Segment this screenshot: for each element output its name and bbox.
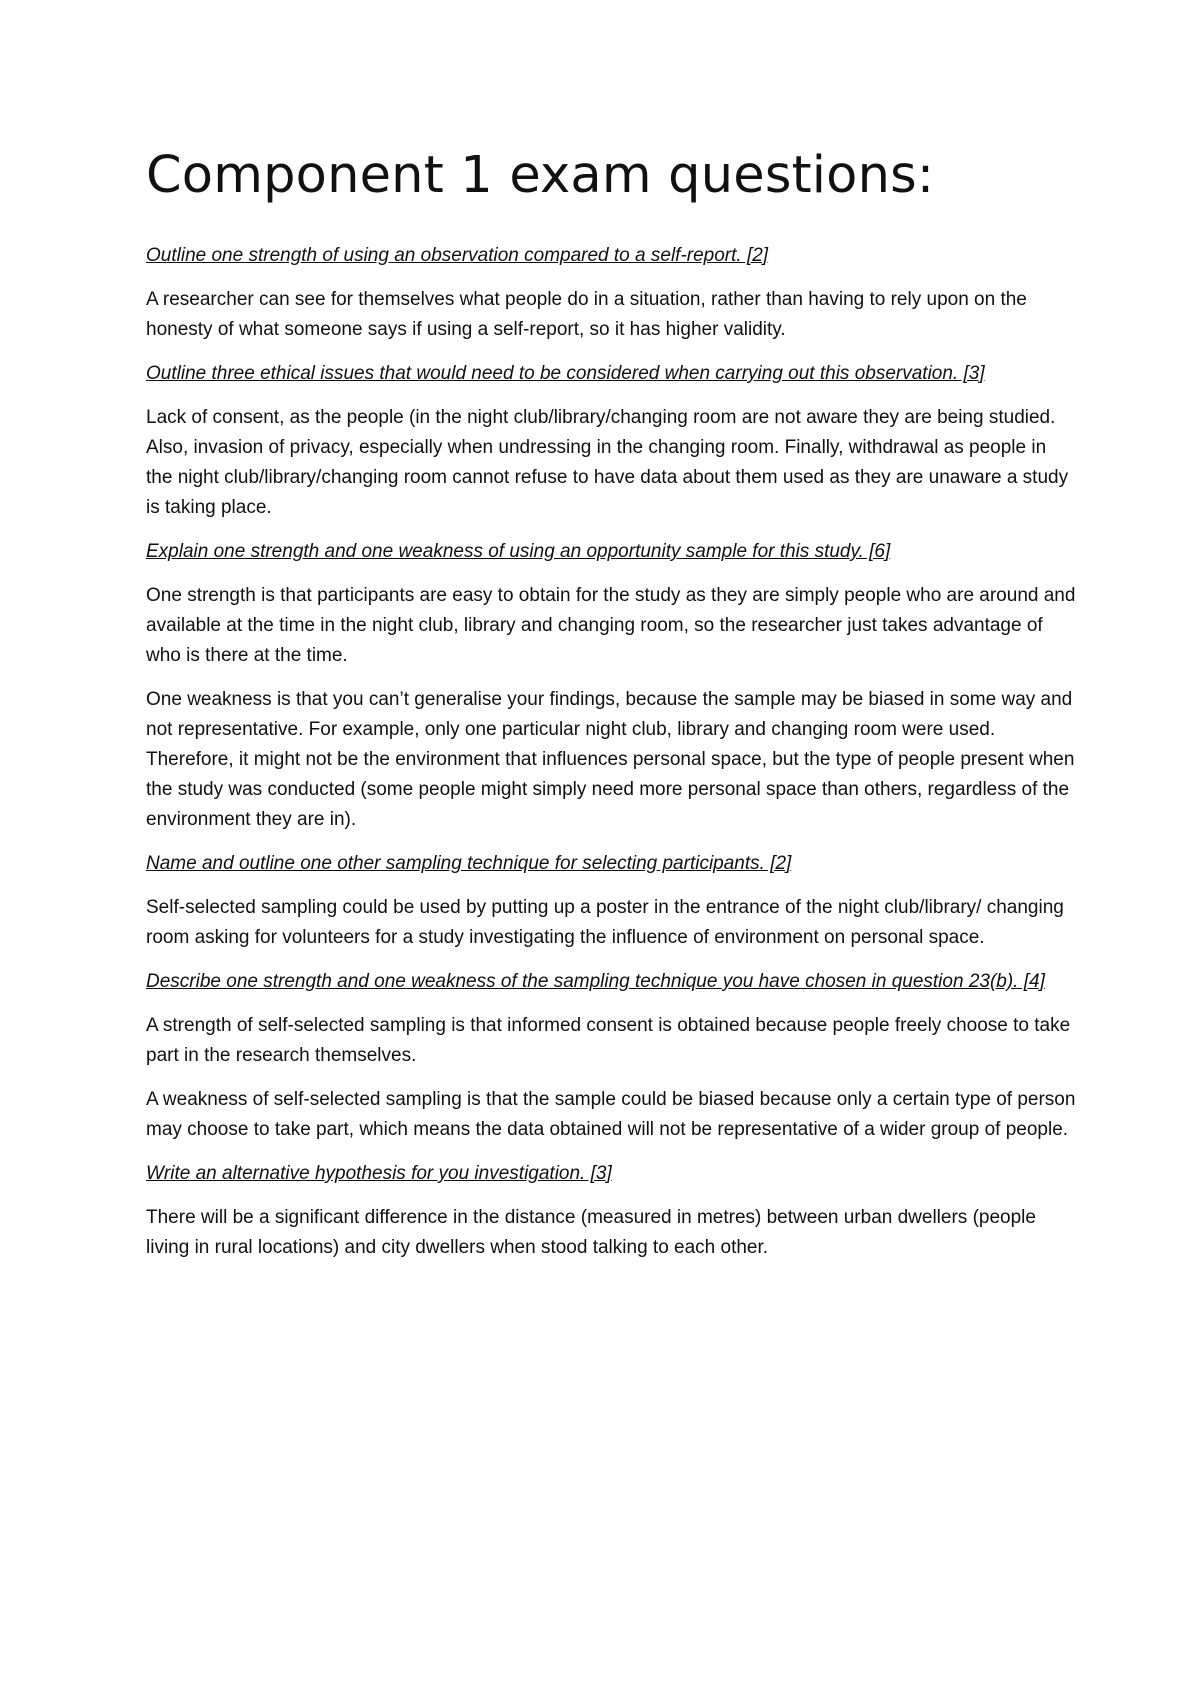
document-content [146,140,1076,1277]
page-title: Component 1 exam questions: [146,146,935,205]
answer-observation-strength: A researcher can see for themselves what people do in a situation, rather than having to rely upon on the honesty of what someone says if using a self-report, so it has higher validity. [146,289,1027,340]
answer-self-selected-weakness: A weakness of self-selected sampling is that the sample could be biased because only a certain type of person may choose to take part, which means the data obtained will not be representative of a wider group of people. [146,1089,1076,1140]
question-alternative-hypothesis: Write an alternative hypothesis for you investigation. [3] [146,1163,612,1184]
answer-ethical-issues: Lack of consent, as the people (in the night club/library/changing room are not aware they are being studied. Also, invasion of privacy, especially when undressing in the changing room. Finally, withdrawal as people in the night club/library/changing room cannot refuse to have data about them used as they are unaware a study is taking place. [146,407,1069,518]
question-opportunity-sample: Explain one strength and one weakness of using an opportunity sample for this study. [6] [146,541,891,562]
question-other-sampling: Name and outline one other sampling technique for selecting participants. [2] [146,853,792,874]
question-observation-strength: Outline one strength of using an observation compared to a self-report. [2] [146,245,769,266]
answer-opportunity-strength: One strength is that participants are easy to obtain for the study as they are simply people who are around and available at the time in the night club, library and changing room, so the researcher just takes advantage of who is there at the time. [146,585,1076,666]
answer-alternative-hypothesis: There will be a significant difference in the distance (measured in metres) between urban dwellers (people living in rural locations) and city dwellers when stood talking to each other. [146,1207,1036,1258]
question-strength-weakness-technique: Describe one strength and one weakness of the sampling technique you have chosen in question 23(b). [4] [146,971,1045,992]
answer-self-selected-strength: A strength of self-selected sampling is that informed consent is obtained because people freely choose to take part in the research themselves. [146,1015,1071,1066]
question-ethical-issues: Outline three ethical issues that would need to be considered when carrying out this observation. [3] [146,363,985,384]
answer-opportunity-weakness: One weakness is that you can’t generalise your findings, because the sample may be biased in some way and not representative. For example, only one particular night club, library and changing room were used. Therefore, it might not be the environment that influences personal space, but the type of people present when the study was conducted (some people might simply need more personal space than others, regardless of the environment they are in). [146,689,1075,830]
answer-other-sampling: Self-selected sampling could be used by putting up a poster in the entrance of the night club/library/ changing room asking for volunteers for a study investigating the influence of environment on personal space. [146,897,1064,948]
